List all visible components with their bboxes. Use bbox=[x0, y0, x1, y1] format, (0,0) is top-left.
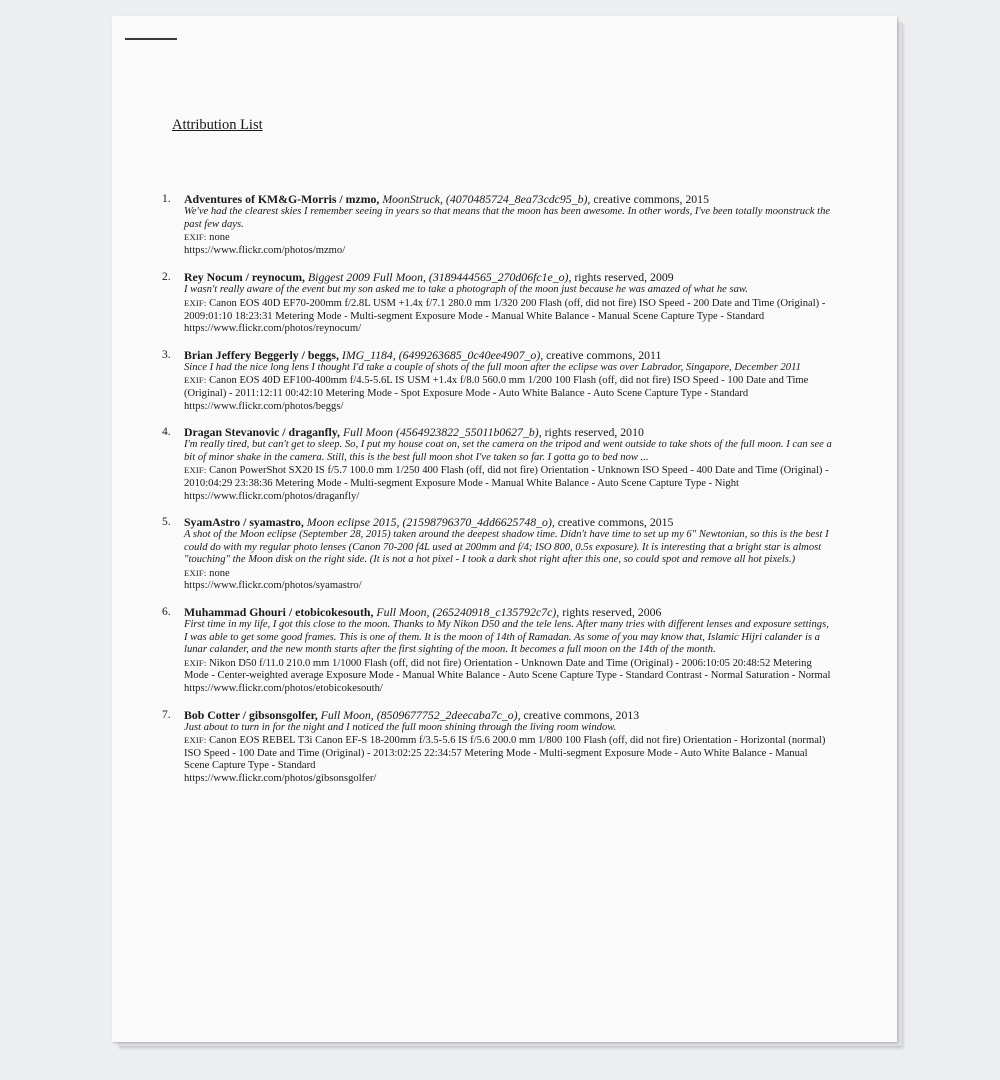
entry-exif bbox=[184, 657, 834, 683]
entry-number: 7. bbox=[162, 708, 171, 721]
entry-exif bbox=[184, 567, 834, 581]
entry-number: 1. bbox=[162, 193, 171, 205]
entry-description: We've had the clearest skies I remember seeing in years so that means that the moon has been awesome. In other words, I've been totally moonstruck the past few days. bbox=[184, 206, 831, 230]
entry-headline bbox=[184, 708, 834, 722]
entry-exif bbox=[184, 374, 834, 400]
entry-author: Adventures of KM&G-Morris / mzmo, bbox=[184, 192, 380, 206]
entry-description: I'm really tired, but can't get to sleep. So, I put my house coat on, set the camera on the tripod and went outside to take shots of the full moon. I can see a bit of minor shake in the camera. Still, this is the best full moon shot I've taken so far. I gotta go to bed now ... bbox=[184, 439, 832, 463]
list-item bbox=[156, 348, 834, 413]
entry-license: creative commons, 2011 bbox=[546, 347, 662, 362]
entry-license: creative commons, 2013 bbox=[523, 707, 640, 722]
entry-license: creative commons, 2015 bbox=[557, 515, 674, 530]
entry-headline bbox=[184, 425, 834, 439]
page-title: Attribution List bbox=[172, 117, 263, 133]
exif-value: none bbox=[209, 232, 230, 244]
exif-value: Nikon D50 f/11.0 210.0 mm 1/1000 Flash (off, did not fire) Orientation - Unknown Date and Time (Original) - 2006:10:05 20:48:52 Metering Mode - Center-weighted average Exposure Mode - Manual White Balance - Auto Scene Capture Type - Standard Contrast - Normal Saturation - Normal bbox=[184, 657, 831, 682]
entry-photo-id: (265240918_c135792c7c), bbox=[432, 605, 560, 620]
entry-number: 5. bbox=[162, 516, 171, 529]
entry-url: https://www.flickr.com/photos/mzmo/ bbox=[184, 244, 346, 256]
entry-photo-id: (4564923822_55011b0627_b), bbox=[396, 425, 542, 440]
entry-headline bbox=[184, 515, 834, 529]
entry-photo-title: Moon eclipse 2015, bbox=[306, 515, 400, 530]
exif-value: Canon EOS 40D EF100-400mm f/4.5-5.6L IS USM +1.4x f/8.0 560.0 mm 1/200 100 Flash (off, did not fire) ISO Speed - 100 Date and Time (Original) - 2011:12:11 00:42:10 Metering Mode - Spot Exposure Mode - Auto White Balance - Auto Scene Capture Type - Standard bbox=[184, 375, 809, 399]
entry-headline bbox=[184, 270, 834, 284]
list-item bbox=[156, 192, 834, 257]
entry-headline bbox=[184, 348, 834, 362]
exif-label: EXIF: bbox=[184, 567, 207, 578]
entry-author: Rey Nocum / reynocum, bbox=[184, 270, 306, 285]
exif-value: none bbox=[209, 567, 230, 579]
entry-author: SyamAstro / syamastro, bbox=[184, 515, 304, 530]
entry-description: Since I had the nice long lens I thought I'd take a couple of shots of the full moon after the eclipse was over Labrador, Singapore, December 2011 bbox=[184, 361, 801, 373]
entry-url: https://www.flickr.com/photos/gibsonsgolfer/ bbox=[184, 773, 377, 784]
exif-value: Canon EOS REBEL T3i Canon EF-S 18-200mm f/3.5-5.6 IS f/5.6 200.0 mm 1/800 100 Flash (off, did not fire) Orientation - Horizontal (normal) ISO Speed - 100 Date and Time (Original) - 2013:02:25 22:34:57 Metering Mode - Multi-segment Exposure Mode - Auto White Balance - Manual Scene Capture Type - Standard bbox=[184, 735, 826, 772]
exif-label: EXIF: bbox=[184, 297, 207, 308]
entry-description: I wasn't really aware of the event but my son asked me to take a photograph of the moon just because he was amazed of what he saw. bbox=[184, 284, 748, 296]
entry-author: Bob Cotter / gibsonsgolfer, bbox=[184, 707, 318, 722]
entry-license: rights reserved, 2009 bbox=[574, 270, 674, 285]
entry-photo-id: (6499263685_0c40ee4907_o), bbox=[398, 347, 544, 362]
exif-label: EXIF: bbox=[184, 735, 207, 746]
entry-description: First time in my life, I got this close to the moon. Thanks to My Nikon D50 and the tele lens. After many tries with different lenses and exposure settings, I was able to get some good frames. This is one of them. It is the moon of 14th of Ramadan. As some of you may know that, Islamic Hijri calander is a lunar calander, and the new month starts after the first sighting of the moon. It becomes a full moon on the 14th of the month. bbox=[184, 619, 829, 656]
entry-photo-id: (4070485724_8ea73cdc95_b), bbox=[445, 192, 591, 206]
entry-license: rights reserved, 2010 bbox=[544, 425, 644, 440]
entry-url: https://www.flickr.com/photos/beggs/ bbox=[184, 400, 344, 412]
attribution-list bbox=[156, 192, 834, 786]
entry-headline bbox=[184, 605, 834, 619]
staple-mark bbox=[125, 38, 177, 40]
entry-license: rights reserved, 2006 bbox=[562, 605, 662, 620]
entry-photo-title: Biggest 2009 Full Moon, bbox=[307, 270, 426, 285]
list-item bbox=[156, 605, 834, 696]
entry-description: A shot of the Moon eclipse (September 28, 2015) taken around the deepest shadow time. Didn't have time to set up my 6" Newtonian, so this is the best I could do with my regular photo lenses (Canon 70-200 f4L used at 200mm and f/4; ISO 800, 0.5s exposure). It is interesting that a bright star is almost "touching" the Moon disk on the right side. (It is not a hot pixel - I took a dark shot right after this one, so could spot and remove all hot pixels.) bbox=[184, 529, 829, 566]
entry-number: 2. bbox=[162, 271, 171, 284]
exif-label: EXIF: bbox=[184, 657, 207, 668]
entry-photo-title: Full Moon, bbox=[320, 707, 374, 722]
exif-value: Canon PowerShot SX20 IS f/5.7 100.0 mm 1/250 400 Flash (off, did not fire) Orientation - Unknown ISO Speed - 400 Date and Time (Original) - 2010:04:29 23:38:36 Metering Mode - Multi-segment Exposure Mode - Manual White Balance - Auto Scene Capture Type - Night bbox=[184, 465, 829, 489]
exif-value: Canon EOS 40D EF70-200mm f/2.8L USM +1.4x f/7.1 280.0 mm 1/320 200 Flash (off, did not fire) ISO Speed - 200 Date and Time (Original) - 2009:01:10 18:23:31 Metering Mode - Multi-segment Exposure Mode - Manual White Balance - Manual Scene Capture Type - Standard bbox=[184, 297, 826, 322]
entry-photo-title: IMG_1184, bbox=[341, 347, 396, 362]
entry-exif bbox=[184, 297, 834, 323]
entry-url: https://www.flickr.com/photos/syamastro/ bbox=[184, 580, 362, 592]
exif-label: EXIF: bbox=[184, 232, 207, 243]
entry-description: Just about to turn in for the night and I noticed the full moon shining through the living room window. bbox=[184, 721, 617, 733]
entry-exif bbox=[184, 231, 834, 245]
entry-number: 4. bbox=[162, 426, 171, 439]
entry-photo-title: Full Moon, bbox=[376, 605, 430, 620]
entry-number: 3. bbox=[162, 348, 171, 361]
exif-label: EXIF: bbox=[184, 465, 207, 476]
entry-url: https://www.flickr.com/photos/draganfly/ bbox=[184, 490, 360, 502]
entry-author: Brian Jeffery Beggerly / beggs, bbox=[184, 347, 339, 362]
list-item bbox=[156, 425, 834, 503]
entry-photo-id: (3189444565_270d06fc1e_o), bbox=[428, 270, 572, 285]
entry-author: Muhammad Ghouri / etobicokesouth, bbox=[184, 605, 374, 620]
entry-photo-id: (8509677752_2deecaba7c_o), bbox=[376, 707, 521, 722]
list-item bbox=[156, 515, 834, 593]
entry-number: 6. bbox=[162, 606, 171, 619]
list-item bbox=[156, 270, 834, 335]
entry-headline bbox=[184, 192, 834, 206]
entry-exif bbox=[184, 734, 834, 773]
entry-photo-title: MoonStruck, bbox=[382, 192, 443, 206]
document-page bbox=[112, 16, 897, 1042]
entry-author: Dragan Stevanovic / draganfly, bbox=[184, 425, 340, 440]
entry-exif bbox=[184, 464, 834, 490]
list-item bbox=[156, 708, 834, 786]
entry-url: https://www.flickr.com/photos/reynocum/ bbox=[184, 323, 362, 335]
entry-license: creative commons, 2015 bbox=[593, 192, 709, 206]
entry-url: https://www.flickr.com/photos/etobicokesouth/ bbox=[184, 683, 383, 695]
entry-photo-id: (21598796370_4dd6625748_o), bbox=[402, 515, 555, 530]
entry-photo-title: Full Moon bbox=[342, 425, 394, 440]
exif-label: EXIF: bbox=[184, 375, 207, 386]
